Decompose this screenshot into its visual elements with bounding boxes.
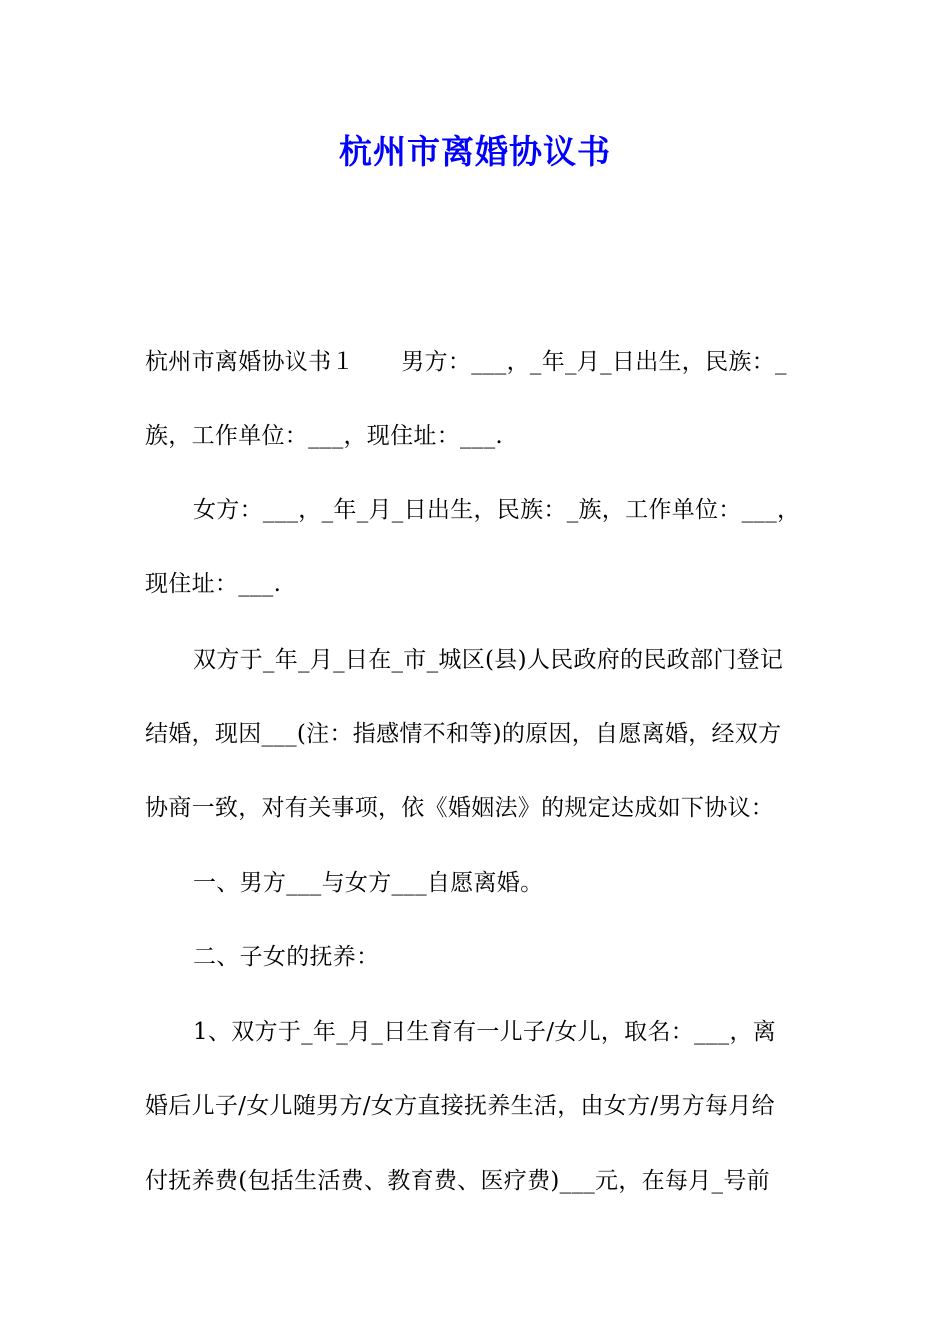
paragraph-line-2: 族，工作单位：___，现住址：___.	[145, 423, 504, 449]
paragraph-line-6: 结婚，现因___(注：指感情不和等)的原因，自愿离婚，经双方	[145, 721, 782, 747]
document-title: 杭州市离婚协议书	[339, 132, 611, 171]
clause-two-item-1-line-2: 婚后儿子/女儿随男方/女方直接抚养生活，由女方/男方每月给	[145, 1093, 775, 1119]
paragraph-line-7: 协商一致，对有关事项，依《婚姻法》的规定达成如下协议：	[145, 795, 775, 821]
clause-two-heading: 二、子女的抚养：	[193, 944, 380, 970]
paragraph-line-4: 现住址：___.	[145, 571, 282, 597]
paragraph-line-1: 杭州市离婚协议书１ 男方：___，_年_月_日出生，民族：_	[145, 349, 787, 375]
paragraph-line-5: 双方于_年_月_日在_市_城区(县)人民政府的民政部门登记	[193, 647, 784, 673]
paragraph-line-3: 女方：___，_年_月_日出生，民族：_族，工作单位：___，	[193, 497, 801, 523]
clause-two-item-1-line-3: 付抚养费(包括生活费、教育费、医疗费)___元，在每月_号前	[145, 1168, 770, 1194]
clause-one-line: 一、男方___与女方___自愿离婚。	[193, 870, 544, 896]
clause-two-item-1-line-1: 1、双方于_年_月_日生育有一儿子/女儿，取名：___，离	[193, 1019, 777, 1045]
